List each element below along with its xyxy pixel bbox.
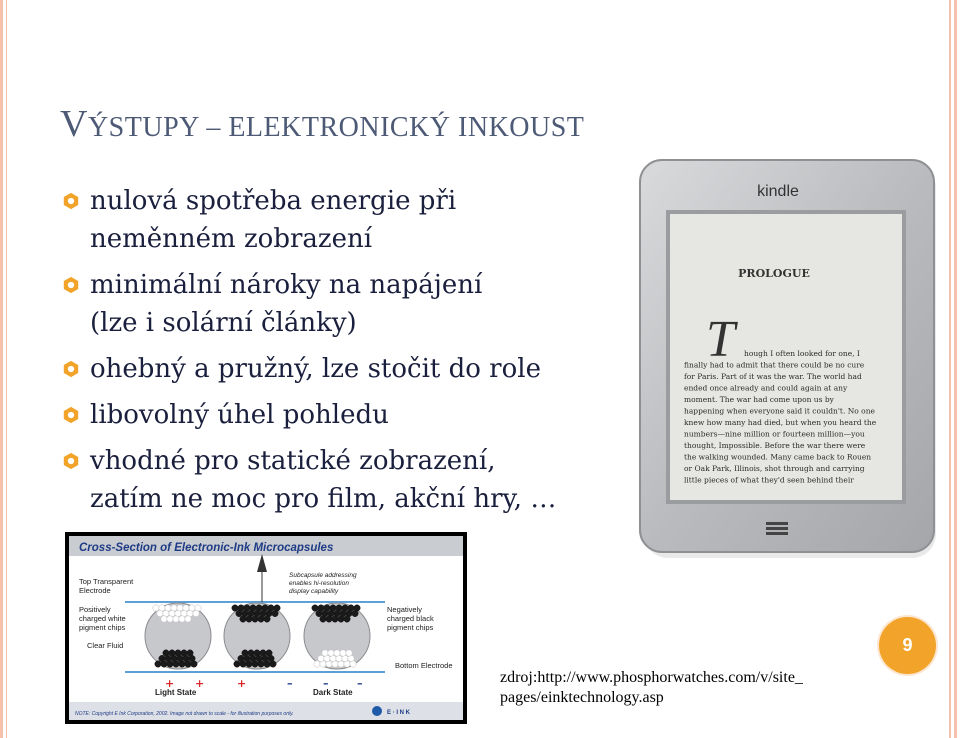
bullet-text: nulová spotřeba energie při neměnném zobrazení bbox=[90, 186, 457, 254]
minus-sign: – bbox=[357, 677, 363, 690]
black-pigment-chip bbox=[232, 605, 238, 611]
kindle-text-line: for Paris. Part of it was the war. The world had bbox=[684, 372, 862, 381]
black-pigment-chip bbox=[169, 650, 175, 656]
kindle-text-line: ended once already and could again at any bbox=[684, 383, 848, 393]
diagram-label-bottom-electrode: Bottom Electrode bbox=[395, 661, 453, 670]
white-pigment-chip bbox=[318, 655, 324, 661]
black-pigment-chip bbox=[159, 655, 165, 661]
kindle-text-line: or Oak Park, Illinois, shot through and carrying bbox=[684, 464, 865, 473]
white-pigment-chip bbox=[340, 650, 346, 656]
black-pigment-chip bbox=[272, 610, 278, 616]
black-pigment-chip bbox=[252, 616, 258, 622]
bullet-text: ohebný a pružný, lze stočit do role bbox=[90, 354, 541, 384]
bullet-item bbox=[62, 182, 622, 258]
diagram-label-positive: Positively charged white pigment chips bbox=[79, 605, 126, 632]
bullet-list bbox=[62, 182, 622, 526]
source-citation: zdroj:http://www.phosphorwatches.com/v/site_ pages/einktechnology.asp bbox=[500, 669, 803, 706]
black-pigment-chip bbox=[312, 605, 318, 611]
white-pigment-chip bbox=[173, 616, 179, 622]
black-pigment-chip bbox=[338, 616, 344, 622]
bullet-item bbox=[62, 442, 622, 518]
black-pigment-chip bbox=[316, 610, 322, 616]
diagram-label-clear-fluid: Clear Fluid bbox=[87, 641, 124, 650]
orange-hex-bullet-icon bbox=[62, 452, 80, 470]
right-border-decoration bbox=[946, 0, 960, 738]
kindle-menu-icon bbox=[766, 532, 788, 535]
kindle-text-line: finally had to admit that there could be no cure bbox=[684, 360, 865, 370]
kindle-device-image bbox=[622, 156, 944, 560]
orange-hex-bullet-icon bbox=[62, 406, 80, 424]
black-pigment-chip bbox=[242, 650, 248, 656]
left-border-decoration bbox=[0, 0, 12, 738]
black-pigment-chip bbox=[266, 650, 272, 656]
black-pigment-chip bbox=[320, 616, 326, 622]
white-pigment-chip bbox=[161, 616, 167, 622]
minus-sign: – bbox=[287, 677, 293, 690]
kindle-drop-cap: T bbox=[706, 311, 735, 368]
kindle-menu-icon bbox=[766, 522, 788, 525]
kindle-text-line: knew how many had died, but when you heard the bbox=[684, 418, 877, 427]
black-pigment-chip bbox=[344, 616, 350, 622]
eink-logo-text: E · I N K bbox=[387, 710, 411, 716]
kindle-text-line: moment. The war had come upon us by bbox=[684, 395, 834, 404]
white-pigment-chip bbox=[157, 610, 163, 616]
black-pigment-chip bbox=[246, 616, 252, 622]
orange-hex-bullet-icon bbox=[62, 360, 80, 378]
slide-title: VÝSTUPY – ELEKTRONICKÝ INKOUST bbox=[60, 103, 585, 145]
plus-sign: + bbox=[195, 677, 205, 690]
minus-sign: – bbox=[323, 677, 329, 690]
bullet-item bbox=[62, 396, 622, 434]
black-pigment-chip bbox=[264, 616, 270, 622]
diagram-note: NOTE: Copyright E Ink Corporation, 2002. Image not drawn to scale - for illustration purposes only. bbox=[75, 711, 294, 717]
eink-diagram bbox=[65, 532, 467, 724]
diagram-label-top-electrode: Top Transparent Electrode bbox=[79, 577, 134, 595]
diagram-label-subcapsule: Subcapsule addressing enables hi-resolution display capability bbox=[289, 572, 357, 595]
bullet-item bbox=[62, 350, 622, 388]
plus-sign: + bbox=[237, 677, 247, 690]
bullet-text: minimální nároky na napájení (lze i solární články) bbox=[90, 270, 483, 338]
black-pigment-chip bbox=[175, 650, 181, 656]
white-pigment-chip bbox=[314, 661, 320, 667]
black-pigment-chip bbox=[181, 650, 187, 656]
black-pigment-chip bbox=[352, 610, 358, 616]
white-pigment-chip bbox=[153, 605, 159, 611]
diagram-title: Cross-Section of Electronic-Ink Microcapsules bbox=[79, 542, 334, 554]
black-pigment-chip bbox=[155, 661, 161, 667]
white-pigment-chip bbox=[322, 650, 328, 656]
diagram-label-negative: Negatively charged black pigment chips bbox=[387, 605, 434, 632]
light-state-label: Light State bbox=[155, 688, 197, 697]
white-pigment-chip bbox=[334, 650, 340, 656]
kindle-heading: PROLOGUE bbox=[738, 267, 810, 280]
kindle-menu-icon bbox=[766, 527, 788, 530]
kindle-text-line: thought, Impossible. Before the war there were bbox=[684, 441, 866, 450]
black-pigment-chip bbox=[326, 616, 332, 622]
white-pigment-chip bbox=[185, 616, 191, 622]
bullet-item bbox=[62, 266, 622, 342]
black-pigment-chip bbox=[238, 655, 244, 661]
eink-logo-icon bbox=[372, 706, 382, 716]
white-pigment-chip bbox=[167, 616, 173, 622]
plus-sign: + bbox=[165, 677, 175, 690]
black-pigment-chip bbox=[258, 616, 264, 622]
white-pigment-chip bbox=[193, 610, 199, 616]
black-pigment-chip bbox=[234, 661, 240, 667]
black-pigment-chip bbox=[187, 650, 193, 656]
bullet-text: libovolný úhel pohledu bbox=[90, 400, 389, 430]
black-pigment-chip bbox=[332, 616, 338, 622]
page-number-badge: 9 bbox=[879, 617, 936, 674]
black-pigment-chip bbox=[236, 610, 242, 616]
kindle-text-line: the walking wounded. Many came back to Rouen bbox=[684, 452, 872, 462]
black-pigment-chip bbox=[260, 650, 266, 656]
dark-state-label: Dark State bbox=[313, 688, 353, 697]
black-pigment-chip bbox=[248, 650, 254, 656]
white-pigment-chip bbox=[179, 616, 185, 622]
kindle-brand: kindle bbox=[757, 183, 799, 200]
black-pigment-chip bbox=[163, 650, 169, 656]
kindle-text-line: little pieces of what they'd seen behind their bbox=[684, 475, 854, 485]
bullet-text: vhodné pro statické zobrazení, zatím ne moc pro film, akční hry, … bbox=[90, 446, 557, 514]
black-pigment-chip bbox=[240, 616, 246, 622]
white-pigment-chip bbox=[346, 650, 352, 656]
black-pigment-chip bbox=[254, 650, 260, 656]
kindle-text-line: happening when everyone said it couldn't. No one bbox=[684, 406, 875, 416]
white-pigment-chip bbox=[328, 650, 334, 656]
orange-hex-bullet-icon bbox=[62, 276, 80, 294]
kindle-text-line: numbers—nine million or fourteen million—you bbox=[684, 429, 865, 439]
kindle-text-line: hough I often looked for one, I bbox=[744, 349, 860, 358]
orange-hex-bullet-icon bbox=[62, 192, 80, 210]
